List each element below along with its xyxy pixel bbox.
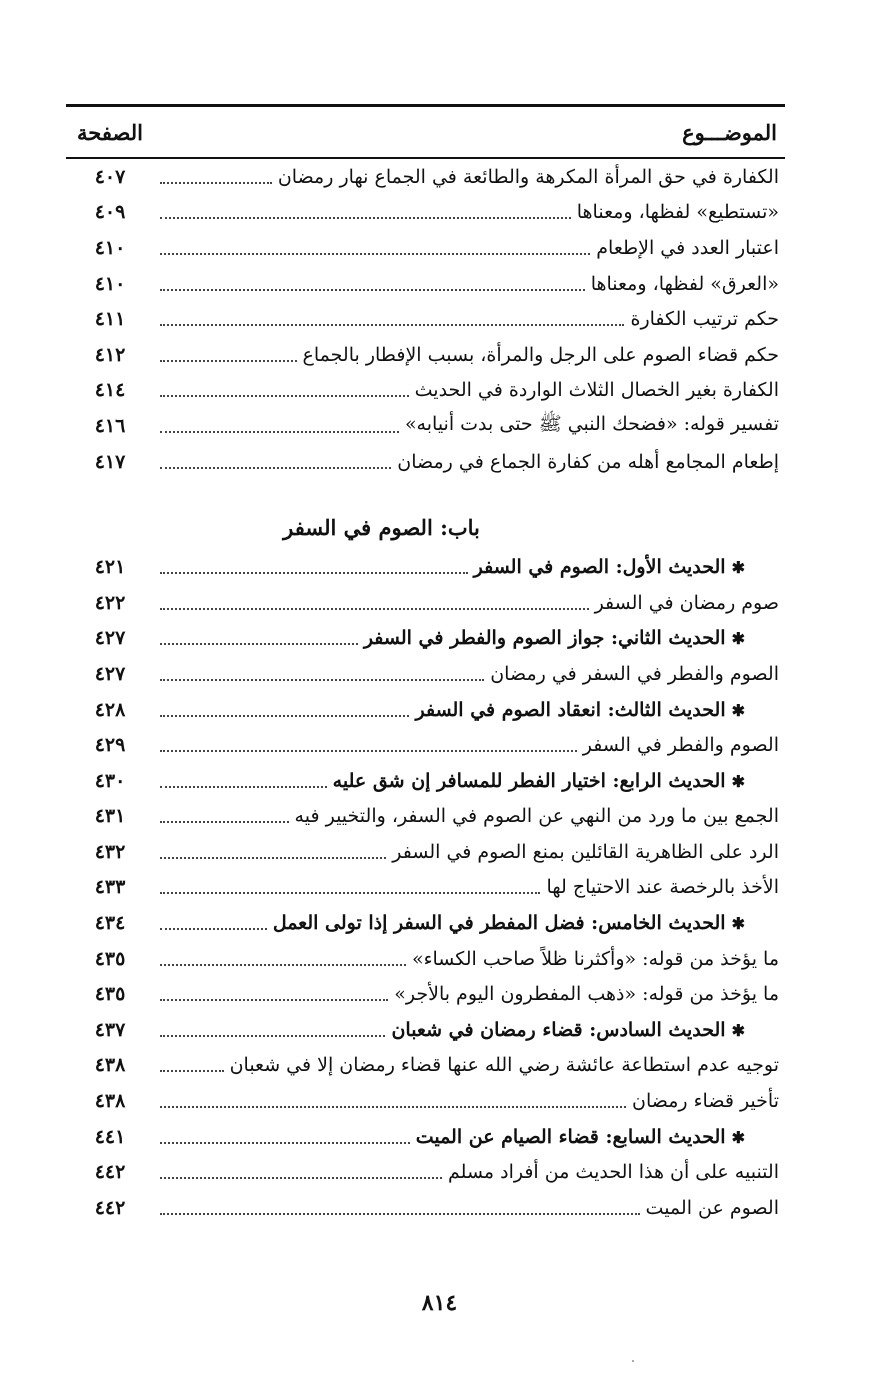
entry-topic-text: الصوم والفطر في السفر bbox=[582, 734, 779, 757]
entry-topic bbox=[394, 983, 785, 1005]
entry-topic bbox=[577, 201, 785, 223]
entry-page: ٤٢١ bbox=[94, 556, 126, 579]
entry-topic-text: الأخذ بالرخصة عند الاحتياج لها bbox=[546, 876, 779, 899]
leader-dots bbox=[160, 431, 399, 433]
leader-dots bbox=[160, 1177, 442, 1179]
leader-dots bbox=[160, 715, 409, 717]
leader-dots bbox=[160, 217, 571, 219]
entry-page: ٤٢٢ bbox=[94, 591, 126, 614]
toc-entry bbox=[66, 444, 785, 480]
entry-page: ٤١٤ bbox=[94, 379, 126, 402]
leader-dots bbox=[160, 324, 624, 326]
entry-topic bbox=[405, 412, 785, 440]
entry-topic bbox=[364, 627, 785, 649]
entry-topic-text: الحديث الثاني: جواز الصوم والفطر في السفر bbox=[363, 627, 726, 650]
header-page: الصفحة bbox=[77, 119, 143, 145]
entry-topic-text: الكفارة بغير الخصال الثلاث الواردة في الحديث bbox=[414, 379, 779, 402]
entry-page: ٤١٠ bbox=[94, 236, 126, 259]
entry-page: ٤٤٢ bbox=[94, 1196, 126, 1219]
entry-topic bbox=[230, 1054, 785, 1076]
toc-entry bbox=[66, 1048, 785, 1084]
entry-topic-text: الرد على الظاهرية القائلين بمنع الصوم في السفر bbox=[392, 840, 779, 863]
leader-dots bbox=[160, 467, 391, 469]
toc-entry bbox=[66, 727, 785, 763]
toc-entry bbox=[66, 763, 785, 799]
toc-entry bbox=[66, 159, 785, 195]
toc-entry bbox=[66, 621, 785, 657]
leader-dots bbox=[160, 572, 468, 574]
entry-topic-text: تفسير قوله: «فضحك النبي ﷺ حتى بدت أنيابه» bbox=[404, 412, 779, 435]
leader-dots bbox=[160, 928, 267, 930]
asterisk-icon: ✱ bbox=[731, 914, 745, 934]
entry-page: ٤٣٣ bbox=[94, 876, 126, 899]
entry-page: ٤٣٠ bbox=[94, 769, 126, 792]
toc-page bbox=[66, 104, 785, 1226]
entry-page: ٤٣٨ bbox=[94, 1090, 126, 1113]
entry-topic-text: الحديث السادس: قضاء رمضان في شعبان bbox=[391, 1018, 726, 1041]
entry-topic bbox=[595, 592, 785, 614]
leader-dots bbox=[160, 1070, 224, 1072]
entry-page: ٤٣٤ bbox=[94, 912, 126, 935]
entry-topic-text: ما يؤخذ من قوله: «ذهب المفطرون اليوم بالأجر» bbox=[394, 983, 779, 1006]
entry-topic-text: الحديث الثالث: انعقاد الصوم في السفر bbox=[415, 698, 726, 721]
entry-page: ٤٠٧ bbox=[94, 165, 126, 188]
entry-topic bbox=[416, 1126, 785, 1148]
entry-page: ٤١٠ bbox=[94, 272, 126, 295]
entry-page: ٤٤١ bbox=[94, 1125, 126, 1148]
entry-topic bbox=[415, 379, 785, 401]
toc-entry bbox=[66, 585, 785, 621]
entry-page: ٤٣٥ bbox=[94, 947, 126, 970]
asterisk-icon: ✱ bbox=[731, 558, 745, 578]
toc-entry bbox=[66, 373, 785, 409]
toc-entry bbox=[66, 408, 785, 444]
header-topic: الموضـــوع bbox=[682, 119, 777, 145]
asterisk-icon: ✱ bbox=[731, 700, 745, 720]
leader-dots bbox=[160, 1035, 385, 1037]
toc-header bbox=[66, 107, 785, 157]
entry-page: ٤٤٢ bbox=[94, 1161, 126, 1184]
asterisk-icon: ✱ bbox=[731, 1020, 745, 1040]
toc-entry bbox=[66, 230, 785, 266]
entry-topic-text: صوم رمضان في السفر bbox=[594, 591, 779, 614]
entry-page: ٤٢٨ bbox=[94, 698, 126, 721]
entry-page: ٤١٢ bbox=[94, 343, 126, 366]
entry-page: ٤١٦ bbox=[94, 414, 126, 437]
leader-dots bbox=[160, 750, 577, 752]
entry-topic bbox=[397, 451, 785, 473]
entry-topic bbox=[278, 166, 785, 188]
entry-topic-text: الجمع بين ما ورد من النهي عن الصوم في السفر، والتخيير فيه bbox=[294, 805, 779, 828]
entry-topic-text: الكفارة في حق المرأة المكرهة والطائعة في الجماع نهار رمضان bbox=[277, 165, 779, 188]
entry-topic bbox=[632, 1090, 785, 1112]
toc-entry bbox=[66, 1190, 785, 1226]
entry-topic bbox=[583, 734, 785, 756]
entry-page: ٤١١ bbox=[94, 308, 126, 331]
entry-topic bbox=[546, 876, 785, 898]
toc-entry bbox=[66, 799, 785, 835]
entry-topic bbox=[591, 273, 785, 295]
leader-dots bbox=[160, 608, 589, 610]
entry-topic-text: الحديث الرابع: اختيار الفطر للمسافر إن شق عليه bbox=[332, 769, 726, 792]
entry-topic bbox=[630, 308, 785, 330]
scan-speck bbox=[632, 1360, 634, 1362]
leader-dots bbox=[160, 964, 406, 966]
entry-topic-text: التنبيه على أن هذا الحديث من أفراد مسلم bbox=[448, 1161, 779, 1184]
entry-topic-text: توجيه عدم استطاعة عائشة رضي الله عنها قضاء رمضان إلا في شعبان bbox=[229, 1054, 779, 1077]
entry-topic-text: حكم قضاء الصوم على الرجل والمرأة، بسبب الإفطار بالجماع bbox=[302, 343, 779, 366]
toc-entry bbox=[66, 1154, 785, 1190]
entry-topic-text: اعتبار العدد في الإطعام bbox=[596, 236, 779, 259]
entry-topic bbox=[412, 948, 785, 970]
leader-dots bbox=[160, 892, 540, 894]
toc-entry bbox=[66, 1083, 785, 1119]
entry-topic-text: الصوم والفطر في السفر في رمضان bbox=[490, 662, 779, 685]
leader-dots bbox=[160, 679, 484, 681]
entry-page: ٤٣٥ bbox=[94, 983, 126, 1006]
leader-dots bbox=[160, 999, 388, 1001]
entry-page: ٤١٧ bbox=[94, 450, 126, 473]
toc-entry bbox=[66, 834, 785, 870]
entry-topic-text: الحديث السابع: قضاء الصيام عن الميت bbox=[415, 1125, 726, 1148]
entry-topic bbox=[273, 912, 785, 934]
entry-topic bbox=[646, 1197, 785, 1219]
toc-entry bbox=[66, 195, 785, 231]
entry-topic bbox=[392, 841, 785, 863]
leader-dots bbox=[160, 1213, 640, 1215]
asterisk-icon: ✱ bbox=[731, 1127, 745, 1147]
entry-page: ٤٣٢ bbox=[94, 840, 126, 863]
asterisk-icon: ✱ bbox=[731, 771, 745, 791]
entry-page: ٤٣١ bbox=[94, 805, 126, 828]
leader-dots bbox=[160, 857, 386, 859]
leader-dots bbox=[160, 1142, 410, 1144]
toc-entry bbox=[66, 905, 785, 941]
entry-topic bbox=[303, 344, 785, 366]
toc-entry bbox=[66, 549, 785, 585]
toc-entry bbox=[66, 976, 785, 1012]
asterisk-icon: ✱ bbox=[731, 629, 745, 649]
toc-entry bbox=[66, 1012, 785, 1048]
leader-dots bbox=[160, 395, 409, 397]
entry-page: ٤٣٧ bbox=[94, 1018, 126, 1041]
toc-entry bbox=[66, 337, 785, 373]
entry-topic bbox=[415, 699, 785, 721]
toc-entry bbox=[66, 656, 785, 692]
chapter-heading: باب: الصوم في السفر bbox=[283, 515, 480, 541]
entry-topic-text: «العرق» لفظها، ومعناها bbox=[590, 272, 779, 295]
leader-dots bbox=[160, 643, 358, 645]
leader-dots bbox=[160, 1106, 626, 1108]
entry-topic bbox=[448, 1161, 785, 1183]
toc-entry bbox=[66, 1119, 785, 1155]
entry-topic-text: تأخير قضاء رمضان bbox=[632, 1090, 779, 1113]
entry-topic-text: إطعام المجامع أهله من كفارة الجماع في رمضان bbox=[397, 450, 779, 473]
toc-list-before bbox=[66, 159, 785, 479]
toc-entry bbox=[66, 941, 785, 977]
entry-topic-text: حكم ترتيب الكفارة bbox=[630, 308, 779, 331]
entry-topic bbox=[391, 1019, 785, 1041]
entry-topic bbox=[474, 556, 785, 578]
entry-topic bbox=[333, 770, 785, 792]
leader-dots bbox=[160, 289, 585, 291]
entry-topic bbox=[490, 663, 785, 685]
entry-topic bbox=[596, 237, 785, 259]
leader-dots bbox=[160, 360, 297, 362]
entry-page: ٤٢٩ bbox=[94, 734, 126, 757]
page-number: ٨١٤ bbox=[421, 1290, 458, 1316]
toc-entry bbox=[66, 692, 785, 728]
entry-topic-text: الحديث الخامس: فضل المفطر في السفر إذا تولى العمل bbox=[272, 912, 726, 935]
leader-dots bbox=[160, 182, 272, 184]
toc-entry bbox=[66, 266, 785, 302]
leader-dots bbox=[160, 253, 590, 255]
entry-page: ٤٢٧ bbox=[94, 627, 126, 650]
entry-page: ٤٣٨ bbox=[94, 1054, 126, 1077]
leader-dots bbox=[160, 821, 289, 823]
toc-list-after bbox=[66, 549, 785, 1225]
entry-topic-text: الصوم عن الميت bbox=[645, 1196, 779, 1219]
leader-dots bbox=[160, 786, 327, 788]
toc-entry bbox=[66, 301, 785, 337]
toc-entry bbox=[66, 870, 785, 906]
entry-topic-text: الحديث الأول: الصوم في السفر bbox=[473, 556, 726, 579]
entry-topic-text: ما يؤخذ من قوله: «وأكثرنا ظلاً صاحب الكساء» bbox=[411, 947, 779, 970]
entry-page: ٤٠٩ bbox=[94, 201, 126, 224]
entry-topic bbox=[295, 805, 785, 827]
entry-page: ٤٢٧ bbox=[94, 662, 126, 685]
entry-topic-text: «تستطيع» لفظها، ومعناها bbox=[576, 201, 779, 224]
